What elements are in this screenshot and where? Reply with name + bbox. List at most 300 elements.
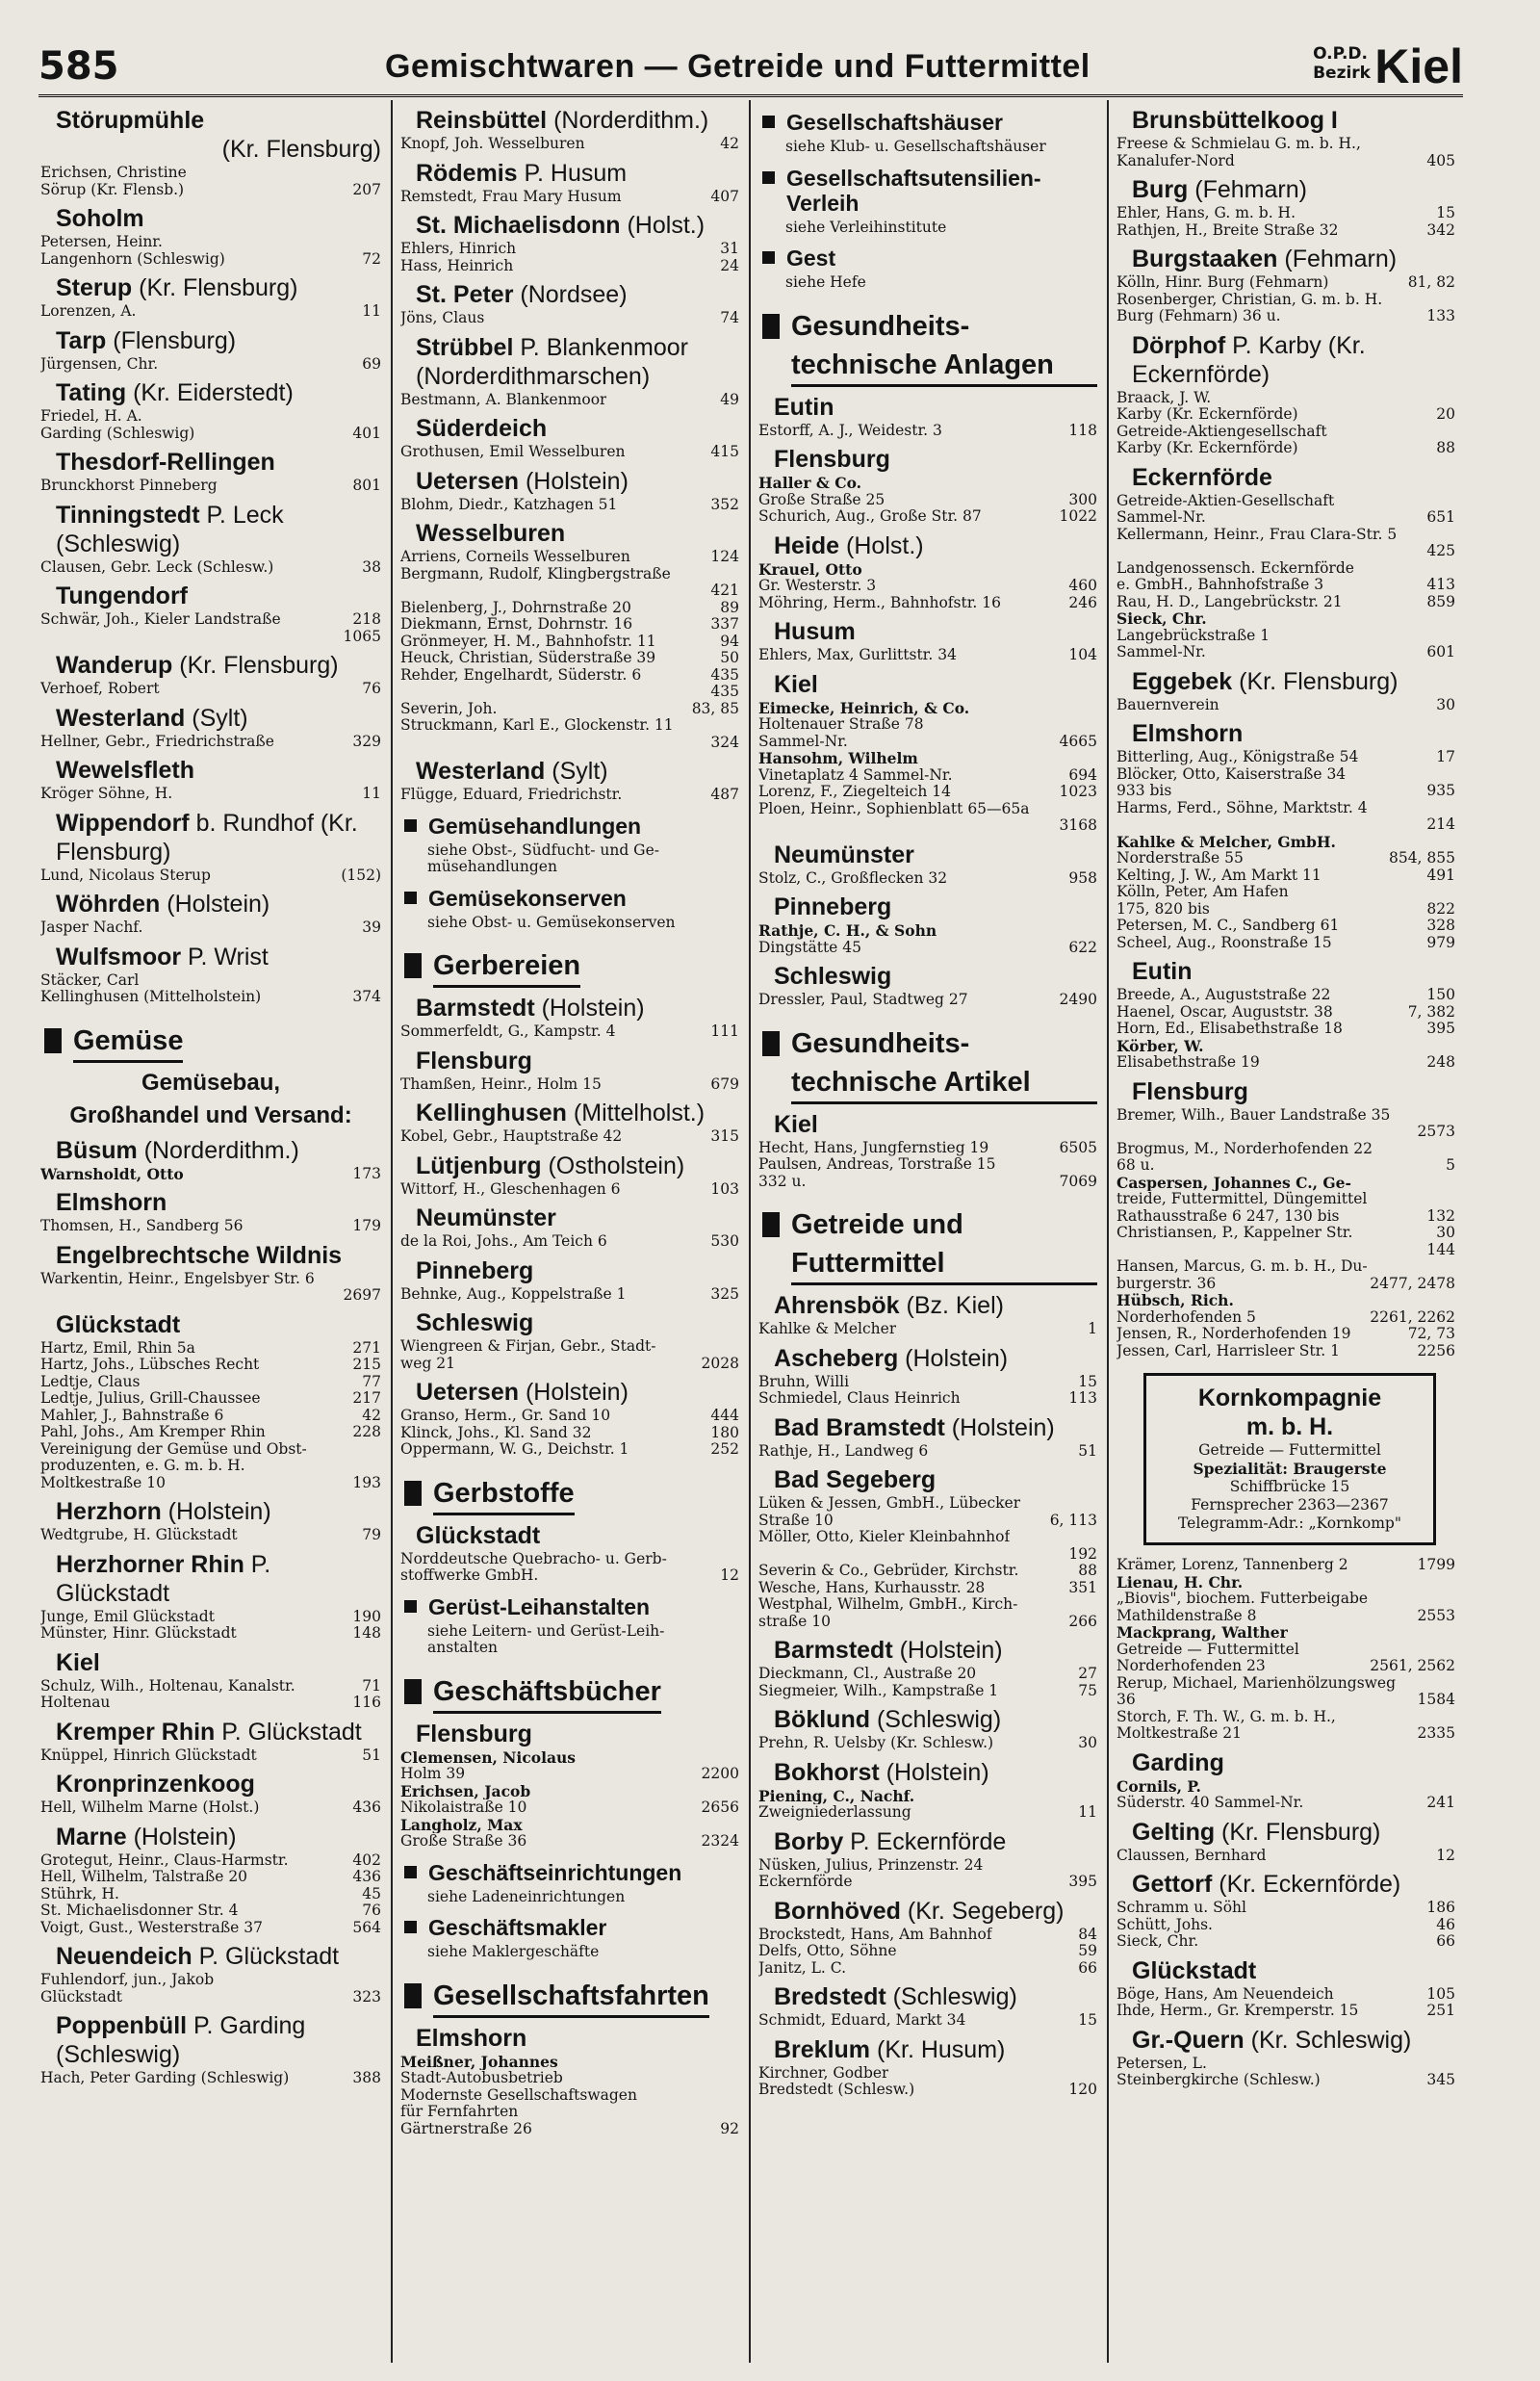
entry-name: Fuhlendorf, jun., Jakob <box>40 1972 215 1988</box>
phone-number: 328 <box>1426 917 1455 934</box>
entry-name: Hell, Wilhelm Marne (Holst.) <box>40 1799 260 1816</box>
place-name: Ahrensbök <box>774 1292 900 1319</box>
entry-name: Holtenauer Straße 78 <box>758 716 924 733</box>
directory-entry <box>758 1174 1097 1191</box>
directory-entry <box>1116 867 1455 885</box>
place-heading <box>1116 331 1455 389</box>
directory-entry <box>1116 1591 1455 1608</box>
entry-name: Schmidt, Eduard, Markt 34 <box>758 2012 966 2029</box>
entry-name: Jensen, R., Norderhofenden 19 <box>1116 1326 1351 1342</box>
place-name: St. Michaelisdonn <box>416 212 621 239</box>
place-heading <box>758 1705 1097 1734</box>
directory-entry <box>1116 1709 1455 1726</box>
directory-entry <box>758 1683 1097 1700</box>
entry-name: Hartz, Johs., Lübsches Recht <box>40 1357 260 1373</box>
phone-number: 42 <box>720 135 739 152</box>
phone-number: 69 <box>362 354 381 373</box>
directory-entry <box>1116 1124 1455 1141</box>
phone-number: 5 <box>1446 1156 1455 1174</box>
phone-number: 38 <box>362 557 381 576</box>
ad-specialty: Spezialität: Braugerste <box>1193 1460 1387 1478</box>
phone-number: 2200 <box>701 1765 739 1782</box>
directory-entry <box>758 1546 1097 1564</box>
directory-entry <box>40 1799 381 1817</box>
directory-entry <box>1116 1900 1455 1917</box>
phone-number: 1 <box>1088 1320 1097 1337</box>
advertisement-box <box>1143 1373 1436 1545</box>
directory-entry <box>40 1458 381 1475</box>
directory-entry <box>400 634 739 651</box>
directory-entry <box>40 1408 381 1425</box>
directory-entry <box>400 787 739 804</box>
entry-name: Rehder, Engelhardt, Süderstr. 6 <box>400 666 642 684</box>
place-heading <box>400 211 739 240</box>
place-heading <box>400 414 739 443</box>
directory-entry <box>1116 493 1455 510</box>
phone-number: 388 <box>352 2069 381 2086</box>
entry-name: Behnke, Aug., Koppelstraße 1 <box>400 1285 627 1303</box>
entry-name: Kellinghusen (Mittelholstein) <box>40 989 262 1005</box>
directory-entry <box>1116 1795 1455 1812</box>
phone-number: 207 <box>352 180 381 198</box>
entry-name: Möller, Otto, Kieler Kleinbahnhof <box>758 1529 1011 1545</box>
place-name: Glückstadt <box>416 1521 541 1549</box>
place-name: Bokhorst <box>774 1758 880 1786</box>
place-heading <box>400 280 739 309</box>
directory-columns <box>33 100 1465 2363</box>
directory-entry <box>40 1441 381 1459</box>
directory-entry <box>40 1989 381 2006</box>
place-heading <box>400 1152 739 1180</box>
entry-name: Schmiedel, Claus Heinrich <box>758 1390 961 1407</box>
category-title: Gemüsekonserven <box>428 885 627 911</box>
place-heading <box>1116 1077 1455 1106</box>
directory-entry <box>758 2065 1097 2083</box>
directory-entry <box>1116 1642 1455 1659</box>
directory-entry <box>40 408 381 426</box>
entry-name: Moltkestraße 10 <box>40 1474 166 1491</box>
phone-number: 66 <box>1436 1932 1455 1950</box>
directory-entry <box>758 940 1097 957</box>
directory-entry <box>758 2012 1097 2030</box>
entry-name: Scheel, Aug., Roonstraße 15 <box>1116 934 1332 951</box>
phone-number: 415 <box>710 443 739 460</box>
phone-number: 801 <box>352 477 381 494</box>
place-qualifier: P. Eckernförde <box>843 1827 1007 1855</box>
phone-number: 460 <box>1068 577 1097 594</box>
directory-entry <box>40 1218 381 1235</box>
entry-name: Rathjen, H., Breite Straße 32 <box>1116 221 1339 239</box>
place-name: Störupmühle <box>56 107 205 134</box>
place-name: Elmshorn <box>56 1189 167 1216</box>
place-heading <box>40 204 381 233</box>
place-name: Husum <box>774 618 856 645</box>
directory-entry <box>40 1695 381 1712</box>
directory-entry <box>1116 509 1455 527</box>
directory-entry <box>400 1233 739 1251</box>
entry-name: Getreide — Futtermittel <box>1116 1641 1299 1658</box>
page-header <box>38 40 1463 97</box>
entry-name: Lüken & Jessen, GmbH., Lübecker <box>758 1495 1021 1512</box>
phone-number: 7069 <box>1059 1172 1097 1190</box>
directory-entry <box>400 1425 739 1442</box>
entry-name: Lund, Nicolaus Sterup <box>40 867 211 884</box>
phone-number: 374 <box>352 988 381 1005</box>
place-name: Sterup <box>56 274 133 301</box>
entry-name: Knopf, Joh. Wesselburen <box>400 136 585 152</box>
directory-entry <box>1116 222 1455 240</box>
place-heading <box>40 756 381 785</box>
place-heading <box>40 326 381 355</box>
place-name: Flensburg <box>1132 1077 1248 1105</box>
directory-entry <box>758 1495 1097 1513</box>
directory-entry <box>758 750 1097 767</box>
place-name: Herzhorner Rhin <box>56 1550 244 1578</box>
entry-name: Grönmeyer, H. M., Bahnhofstr. 11 <box>400 633 656 650</box>
place-heading <box>40 1241 381 1270</box>
category-heading <box>758 110 1097 135</box>
place-name: Tarp <box>56 326 107 354</box>
place-heading <box>1116 2026 1455 2055</box>
entry-name: Langenhorn (Schleswig) <box>40 250 225 268</box>
cross-reference: anstalten <box>427 1639 498 1656</box>
directory-entry <box>40 1271 381 1288</box>
place-name: Engelbrechtsche Wildnis <box>56 1241 343 1269</box>
directory-entry <box>1116 2056 1455 2073</box>
place-name: Soholm <box>56 205 144 232</box>
directory-entry <box>758 595 1097 612</box>
place-heading <box>758 1110 1097 1139</box>
place-qualifier: (Holstein) <box>160 891 270 918</box>
place-name: Pinneberg <box>774 893 892 920</box>
phone-number: 337 <box>710 615 739 633</box>
square-bullet-icon <box>404 892 417 904</box>
category-heading <box>400 1977 739 2018</box>
entry-name: Vinetaplatz 4 Sammel-Nr. <box>758 766 953 784</box>
entry-name: Haller & Co. <box>758 475 862 492</box>
directory-entry <box>1116 901 1455 919</box>
directory-entry <box>400 1441 739 1459</box>
directory-entry <box>40 1852 381 1870</box>
place-qualifier: (Mittelholst.) <box>566 1100 706 1126</box>
place-heading <box>758 670 1097 699</box>
directory-entry <box>1116 2003 1455 2020</box>
place-qualifier: (Holstein) <box>161 1498 271 1525</box>
entry-name: produzenten, e. G. m. b. H. <box>40 1458 245 1474</box>
entry-name: Petersen, L. <box>1116 2055 1207 2072</box>
directory-entry <box>1116 697 1455 714</box>
place-name: Herzhorn <box>56 1498 162 1525</box>
phone-number: 854, 855 <box>1388 849 1455 867</box>
entry-name: Oppermann, W. G., Deichstr. 1 <box>400 1441 629 1458</box>
phone-number: 81, 82 <box>1407 273 1455 291</box>
directory-entry <box>40 867 381 885</box>
place-name: Westerland <box>56 704 186 732</box>
entry-name: Möhring, Herm., Bahnhofstr. 16 <box>758 594 1002 611</box>
phone-number: 103 <box>710 1179 739 1198</box>
entry-name: Moltkestraße 21 <box>1116 1725 1242 1742</box>
entry-name: Stäcker, Carl <box>40 971 140 989</box>
directory-entry <box>40 1625 381 1643</box>
directory-entry <box>400 2070 739 2087</box>
place-heading <box>400 2024 739 2053</box>
directory-entry <box>40 1357 381 1374</box>
entry-name: Kellermann, Heinr., Frau Clara-Str. 5 <box>1116 526 1398 543</box>
entry-name: Granso, Herm., Gr. Sand 10 <box>400 1408 611 1424</box>
phone-number: 822 <box>1426 899 1455 918</box>
entry-name: Eimecke, Heinrich, & Co. <box>758 699 970 716</box>
directory-entry <box>400 1551 739 1568</box>
phone-number: 2573 <box>1417 1123 1455 1140</box>
phone-number: 979 <box>1426 933 1455 951</box>
place-name: Elmshorn <box>416 2024 527 2052</box>
place-heading <box>40 890 381 919</box>
entry-name: 933 bis <box>1116 783 1172 799</box>
directory-entry <box>1116 1107 1455 1125</box>
entry-name: Severin & Co., Gebrüder, Kirchstr. <box>758 1563 1019 1579</box>
directory-entry <box>758 801 1097 818</box>
square-bullet-icon <box>404 1600 417 1613</box>
phone-number: 241 <box>1426 1794 1455 1811</box>
entry-name: Junge, Emil Glückstadt <box>40 1608 215 1625</box>
entry-name: Cornils, P. <box>1116 1777 1201 1795</box>
entry-name: Meißner, Johannes <box>400 2053 558 2070</box>
square-bullet-icon <box>404 819 417 832</box>
directory-entry <box>1116 1557 1455 1574</box>
phone-number: 51 <box>362 1746 381 1764</box>
place-heading <box>758 445 1097 474</box>
column-4 <box>1107 100 1465 2363</box>
entry-name: Rerup, Michael, Marienhölzungsweg <box>1116 1674 1397 1692</box>
category-title: Geschäftsbücher <box>433 1672 661 1714</box>
directory-entry <box>40 1390 381 1408</box>
ad-address: Schiffbrücke 15 <box>1229 1478 1350 1495</box>
directory-entry <box>40 989 381 1006</box>
phone-number: 395 <box>1068 1873 1097 1890</box>
place-heading <box>40 106 381 164</box>
phone-number: 89 <box>720 598 739 616</box>
directory-entry <box>1116 205 1455 222</box>
entry-name: Jasper Nachf. <box>40 919 143 936</box>
category-heading <box>400 886 739 911</box>
entry-name: Körber, W. <box>1116 1037 1204 1054</box>
directory-entry <box>758 2082 1097 2099</box>
place-qualifier: P. Glückstadt <box>215 1718 362 1746</box>
entry-name: Christiansen, P., Kappelner Str. <box>1116 1225 1353 1241</box>
place-heading <box>1116 1956 1455 1985</box>
place-heading <box>400 467 739 496</box>
entry-name: Petersen, Heinr. <box>40 234 163 250</box>
entry-name: Knüppel, Hinrich Glückstadt <box>40 1747 257 1764</box>
directory-entry <box>1116 1004 1455 1022</box>
directory-entry <box>400 1833 739 1850</box>
phone-number: 6505 <box>1059 1138 1097 1156</box>
place-qualifier: (Holst.) <box>620 212 706 239</box>
place-qualifier: P. Blankenmoor (Norderdithmarschen) <box>416 333 688 390</box>
directory-entry <box>758 767 1097 785</box>
entry-name: Jürgensen, Chr. <box>40 355 159 373</box>
phone-number: 217 <box>352 1389 381 1407</box>
square-bullet-icon <box>44 1028 62 1053</box>
cross-reference: siehe Maklergeschäfte <box>427 1943 600 1960</box>
place-heading <box>758 893 1097 921</box>
phone-number: 111 <box>710 1022 739 1040</box>
phone-number: 84 <box>1078 1925 1097 1943</box>
entry-name: Stührk, H. <box>40 1885 119 1902</box>
directory-entry <box>1116 1343 1455 1360</box>
directory-entry <box>758 561 1097 579</box>
category-title: Gest <box>786 246 836 271</box>
directory-entry <box>1116 1258 1455 1276</box>
place-name: Wewelsfleth <box>56 757 195 784</box>
entry-name: Langholz, Max <box>400 1816 523 1833</box>
directory-entry <box>40 1678 381 1695</box>
place-name: Wesselburen <box>416 520 566 547</box>
place-name: Borby <box>774 1827 844 1855</box>
phone-number: 105 <box>1426 1984 1455 2003</box>
phone-number: 3168 <box>1059 816 1097 834</box>
phone-number: 144 <box>1426 1240 1455 1258</box>
directory-entry <box>758 475 1097 492</box>
directory-entry <box>758 992 1097 1009</box>
directory-entry <box>400 136 739 153</box>
entry-name: Ehler, Hans, G. m. b. H. <box>1116 205 1296 221</box>
directory-entry <box>40 356 381 374</box>
entry-name: Karby (Kr. Eckernförde) <box>1116 440 1298 456</box>
phone-number: 622 <box>1068 938 1097 956</box>
place-qualifier: (Kr. Flensburg) <box>1215 1818 1381 1846</box>
place-name: Kremper Rhin <box>56 1718 216 1746</box>
place-qualifier: (Schleswig) <box>870 1706 1002 1733</box>
phone-number: 24 <box>720 256 739 274</box>
directory-entry <box>400 2054 739 2071</box>
directory-entry <box>1116 783 1455 800</box>
directory-entry <box>40 629 381 646</box>
place-qualifier: P. Leck (Schleswig) <box>56 501 284 557</box>
place-heading <box>400 1203 739 1232</box>
phone-number: 30 <box>1436 695 1455 713</box>
entry-name: Braack, J. W. <box>1116 389 1212 406</box>
column-2 <box>391 100 749 2363</box>
entry-name: Sammel-Nr. <box>1116 644 1206 660</box>
entry-name: Schulz, Wilh., Holtenau, Kanalstr. <box>40 1677 295 1695</box>
place-heading <box>758 1982 1097 2011</box>
phone-number: 215 <box>352 1356 381 1373</box>
entry-name: Straße 10 <box>758 1512 834 1529</box>
entry-name: Hansohm, Wilhelm <box>758 750 918 767</box>
place-name: Burg <box>1132 176 1189 203</box>
place-name: Barmstedt <box>774 1637 893 1664</box>
subsection-heading: Großhandel und Versand: <box>69 1101 352 1128</box>
entry-name: Süderstr. 40 Sammel-Nr. <box>1116 1795 1304 1811</box>
phone-number: 342 <box>1426 220 1455 239</box>
entry-name: Hach, Peter Garding (Schleswig) <box>40 2070 290 2086</box>
entry-name: Große Straße 36 <box>400 1833 527 1850</box>
directory-entry <box>758 870 1097 888</box>
place-heading <box>40 1497 381 1526</box>
entry-name: Glückstadt <box>40 1988 122 2006</box>
directory-entry <box>400 1286 739 1304</box>
place-name: Pinneberg <box>416 1256 534 1284</box>
place-heading <box>400 1720 739 1748</box>
cross-reference: müsehandlungen <box>427 858 557 875</box>
place-heading <box>758 1897 1097 1926</box>
directory-entry <box>1116 1608 1455 1625</box>
place-name: Süderdeich <box>416 415 548 442</box>
phone-number: 180 <box>710 1423 739 1441</box>
phone-number: 76 <box>362 680 381 697</box>
region-label: Kiel <box>1374 39 1463 93</box>
place-heading <box>40 1770 381 1799</box>
directory-entry <box>40 786 381 803</box>
phone-number: 2477, 2478 <box>1370 1274 1455 1292</box>
phone-number: 1022 <box>1059 507 1097 525</box>
entry-name: Kobel, Gebr., Hauptstraße 42 <box>400 1128 623 1145</box>
square-bullet-icon <box>404 1481 422 1506</box>
phone-number: 49 <box>720 390 739 408</box>
square-bullet-icon <box>762 1031 780 1056</box>
column-1 <box>33 100 391 2363</box>
directory-entry <box>1116 644 1455 661</box>
cross-reference: siehe Ladeneinrichtungen <box>427 1887 626 1905</box>
directory-entry <box>758 1596 1097 1614</box>
entry-name: Dressler, Paul, Stadtweg 27 <box>758 992 968 1008</box>
entry-name: Holm 39 <box>400 1766 466 1782</box>
category-heading <box>400 946 739 988</box>
entry-name: Langebrückstraße 1 <box>1116 627 1270 644</box>
phone-number: 11 <box>362 785 381 802</box>
place-heading <box>400 1521 739 1550</box>
entry-name: Bremer, Wilh., Bauer Landstraße 35 <box>1116 1106 1391 1124</box>
entry-name: Grothusen, Emil Wesselburen <box>400 444 626 460</box>
entry-name: Bielenberg, J., Dohrnstraße 20 <box>400 599 631 616</box>
phone-number: 324 <box>710 733 739 751</box>
category-heading <box>758 1024 1097 1104</box>
directory-entry <box>400 616 739 634</box>
entry-name: Ploen, Heinr., Sophienblatt 65—65a <box>758 800 1030 817</box>
directory-entry <box>758 1943 1097 1960</box>
directory-entry <box>40 611 381 629</box>
place-heading <box>758 962 1097 991</box>
entry-name: Westphal, Wilhelm, GmbH., Kirch- <box>758 1596 1018 1613</box>
place-qualifier: (Kr. Flensburg) <box>221 136 381 163</box>
phone-number: 186 <box>1426 1899 1455 1916</box>
phone-number: 120 <box>1068 2081 1097 2098</box>
entry-name: Sammel-Nr. <box>758 733 848 750</box>
square-bullet-icon <box>404 1679 422 1704</box>
entry-name: Friedel, H. A. <box>40 408 142 425</box>
phone-number: 15 <box>1078 1372 1097 1390</box>
phone-number: 435 <box>710 683 739 700</box>
directory-entry <box>1116 1917 1455 1934</box>
subsection-heading: Gemüsebau, <box>141 1069 281 1096</box>
category-heading <box>40 1022 381 1063</box>
directory-entry <box>1116 1054 1455 1072</box>
entry-name: Norderstraße 55 <box>1116 850 1244 867</box>
directory-entry <box>400 241 739 258</box>
entry-name: Brogmus, M., Norderhofenden 22 <box>1116 1140 1373 1157</box>
entry-name: Warnsholdt, Otto <box>40 1165 184 1182</box>
phone-number: 425 <box>1426 542 1455 559</box>
directory-entry <box>1116 1675 1455 1693</box>
place-qualifier: (Bz. Kiel) <box>899 1292 1004 1319</box>
place-name: Tating <box>56 379 127 406</box>
directory-entry <box>1116 834 1455 851</box>
directory-entry <box>758 734 1097 751</box>
place-name: Bredstedt <box>774 1983 886 2010</box>
directory-entry <box>400 684 739 701</box>
category-title: Gemüsehandlungen <box>428 813 642 839</box>
